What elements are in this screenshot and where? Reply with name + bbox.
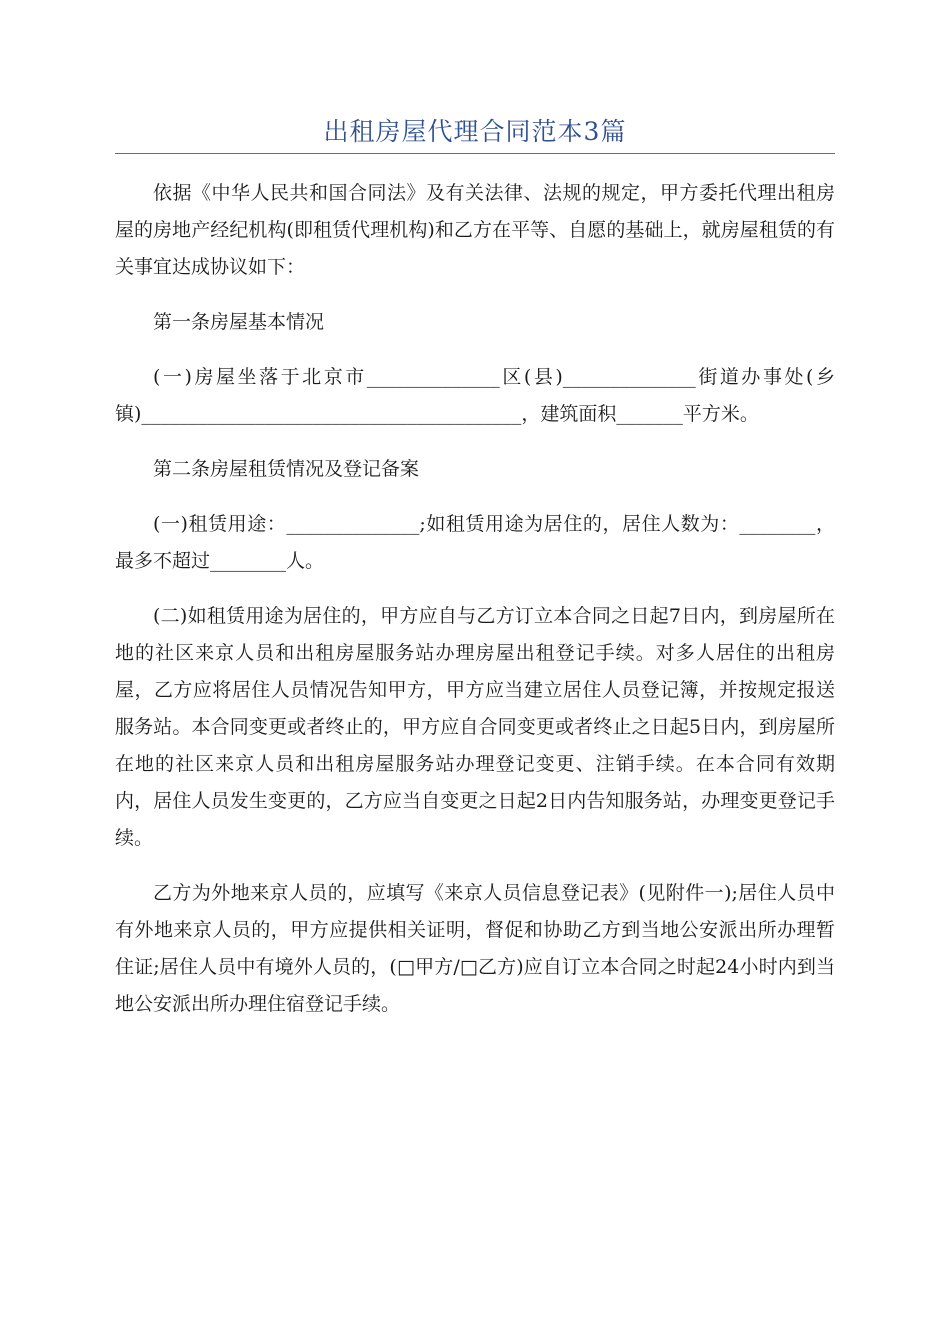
article-2-clause-2-supplement: 乙方为外地来京人员的，应填写《来京人员信息登记表》(见附件一);居住人员中有外地来京人员的，甲方应提供相关证明，督促和协助乙方到当地公安派出所办理暂住证;居住人员中有境外人员的，(□甲方/□乙方)应自订立本合同之时起24小时内到当地公安派出所办理住宿登记手续。 [115,882,835,1015]
document-body [115,175,835,1041]
article-1-heading: 第一条房屋基本情况 [153,311,325,333]
document-title: 出租房屋代理合同范本3篇 [323,117,627,146]
article-1-clause-1: (一)房屋坐落于北京市______________区(县)______________街道办事处(乡镇)________________________________________，建筑面积_______平方米。 [115,366,835,425]
article-2-heading: 第二条房屋租赁情况及登记备案 [153,458,420,480]
article-2-clause-1: (一)租赁用途：______________;如租赁用途为居住的，居住人数为：________，最多不超过________人。 [115,513,835,572]
article-2-clause-2: (二)如租赁用途为居住的，甲方应自与乙方订立本合同之日起7日内，到房屋所在地的社区来京人员和出租房屋服务站办理房屋出租登记手续。对多人居住的出租房屋，乙方应将居住人员情况告知甲方，甲方应当建立居住人员登记簿，并按规定报送服务站。本合同变更或者终止的，甲方应自合同变更或者终止之日起5日内，到房屋所在地的社区来京人员和出租房屋服务站办理登记变更、注销手续。在本合同有效期内，居住人员发生变更的，乙方应当自变更之日起2日内告知服务站，办理变更登记手续。 [115,605,835,849]
intro-paragraph: 依据《中华人民共和国合同法》及有关法律、法规的规定，甲方委托代理出租房屋的房地产经纪机构(即租赁代理机构)和乙方在平等、自愿的基础上，就房屋租赁的有关事宜达成协议如下： [115,182,835,278]
title-underline [115,153,835,154]
